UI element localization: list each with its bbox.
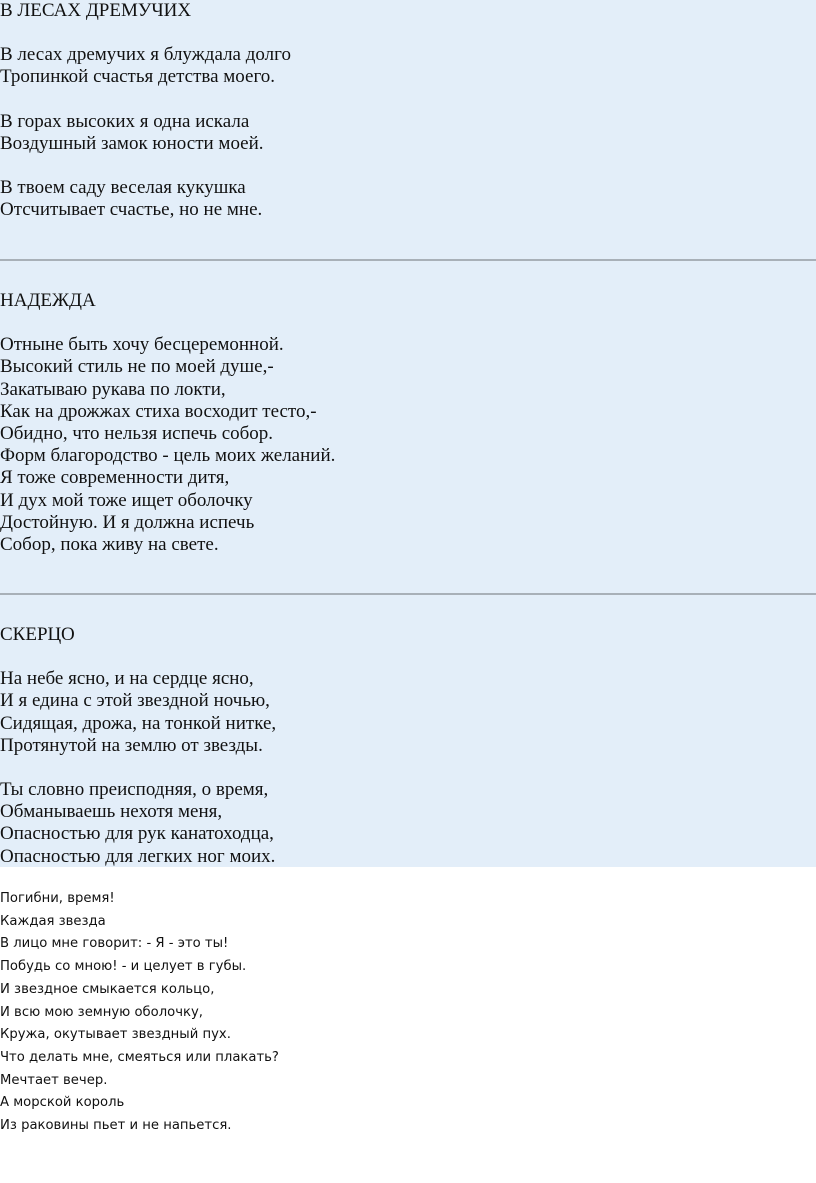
- poem-line: Из раковины пьет и не напьется.: [0, 1118, 232, 1134]
- poem-line: В лесах дремучих я блуждала долго: [0, 44, 291, 66]
- poem-line: Воздушный замок юности моей.: [0, 132, 264, 154]
- poem3-block: [0, 624, 276, 868]
- poem-line: Протянутой на землю от звезды.: [0, 734, 263, 756]
- poem-line: Я тоже современности дитя,: [0, 467, 230, 489]
- poem-line: Обманываешь нехотя меня,: [0, 801, 223, 823]
- poem-line: Сидящая, дрожа, на тонкой нитке,: [0, 712, 277, 734]
- section-divider: [0, 593, 816, 595]
- poem-line: Как на дрожжах стиха восходит тесто,-: [0, 400, 317, 422]
- poem-line: Закатываю рукава по локти,: [0, 378, 226, 400]
- poem-line: Что делать мне, смеяться или плакать?: [0, 1049, 279, 1065]
- poem-line: Отсчитывает счастье, но не мне.: [0, 199, 263, 221]
- poem-line: Опасностью для рук канатоходца,: [0, 823, 274, 845]
- poem-line: Кружа, окутывает звездный пух.: [0, 1027, 231, 1043]
- poem-line: В твоем саду веселая кукушка: [0, 177, 246, 199]
- poem3-title: СКЕРЦО: [0, 624, 75, 645]
- poem-line: Ты словно преисподняя, о время,: [0, 779, 269, 801]
- poem-line: А морской король: [0, 1095, 125, 1111]
- poem-line: Отныне быть хочу бесцеремонной.: [0, 334, 284, 356]
- poem2-title: НАДЕЖДА: [0, 290, 96, 311]
- poem-line: Обидно, что нельзя испечь собор.: [0, 423, 274, 445]
- poem-line: И всю мою земную оболочку,: [0, 1004, 203, 1020]
- poem-line: Мечтает вечер.: [0, 1072, 108, 1088]
- poem-line: В лицо мне говорит: - Я - это ты!: [0, 936, 229, 952]
- poem-line: Опасностью для легких ног моих.: [0, 845, 276, 867]
- poem1-title: В ЛЕСАХ ДРЕМУЧИХ: [0, 0, 192, 21]
- poem-line: И я едина с этой звездной ночью,: [0, 690, 270, 712]
- poem-line: На небе ясно, и на сердце ясно,: [0, 668, 254, 690]
- poem-line: Каждая звезда: [0, 913, 106, 929]
- poem3-continuation: [0, 888, 279, 1138]
- poem-line: И дух мой тоже ищет оболочку: [0, 489, 253, 511]
- poem-line: В горах высоких я одна искала: [0, 110, 250, 132]
- poem-line: Высокий стиль не по моей душе,-: [0, 356, 274, 378]
- poem-line: Достойную. И я должна испечь: [0, 511, 255, 533]
- poem1-block: [0, 0, 291, 221]
- poem-line: Погибни, время!: [0, 891, 115, 906]
- poem-line: Собор, пока живу на свете.: [0, 534, 219, 556]
- poem-line: И звездное смыкается кольцо,: [0, 981, 215, 997]
- poem-line: Побудь со мною! - и целует в губы.: [0, 959, 247, 975]
- poem-line: Тропинкой счастья детства моего.: [0, 66, 276, 88]
- section-divider: [0, 259, 816, 261]
- poem-line: Форм благородство - цель моих желаний.: [0, 445, 336, 467]
- poem2-block: [0, 290, 335, 556]
